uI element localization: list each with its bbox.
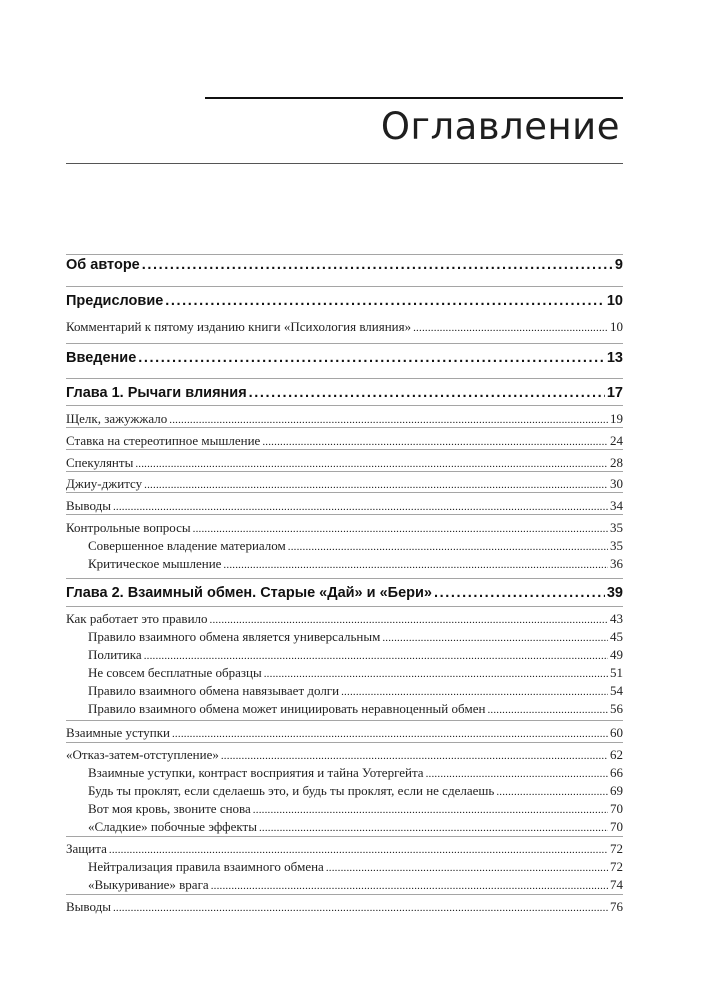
section-separator	[66, 286, 623, 287]
toc-leader-dots	[262, 433, 608, 449]
toc-entry-page: 17	[606, 385, 623, 401]
toc-entry[interactable]	[66, 433, 623, 449]
toc-leader-dots	[413, 319, 608, 335]
toc-leader-dots	[193, 520, 608, 536]
toc-entry[interactable]	[66, 476, 623, 492]
toc-entry-page: 10	[610, 319, 623, 334]
toc-entry-page: 56	[610, 701, 623, 716]
toc-entry-label: Правило взаимного обмена навязывает долги	[88, 683, 340, 698]
toc-entry-label: Правило взаимного обмена может инициировать неравноценный обмен	[88, 701, 486, 716]
toc-entry[interactable]	[66, 585, 623, 601]
toc-entry[interactable]	[66, 293, 623, 309]
toc-entry-label: Нейтрализация правила взаимного обмена	[88, 859, 324, 874]
toc-leader-dots	[142, 257, 613, 273]
section-separator	[66, 836, 623, 837]
toc-entry-label: Спекулянты	[66, 455, 134, 470]
toc-entry-page: 39	[606, 585, 623, 601]
toc-entry[interactable]	[88, 556, 623, 572]
toc-entry[interactable]	[66, 611, 623, 627]
toc-entry-label: Об авторе	[66, 257, 140, 273]
section-separator	[66, 894, 623, 895]
toc-entry-page: 35	[610, 520, 623, 535]
toc-entry-page: 54	[610, 683, 623, 698]
toc-entry[interactable]	[88, 859, 623, 875]
toc-entry-label: Защита	[66, 841, 107, 856]
toc-leader-dots	[434, 585, 605, 601]
toc-entry-label: Глава 2. Взаимный обмен. Старые «Дай» и «Бери»	[66, 585, 432, 601]
toc-entry-page: 45	[610, 629, 623, 644]
section-separator	[66, 492, 623, 493]
toc-leader-dots	[326, 859, 608, 875]
toc-entry-page: 9	[614, 257, 623, 273]
toc-entry[interactable]	[88, 647, 623, 663]
page-title: Оглавление	[380, 105, 620, 148]
toc-entry-page: 72	[610, 859, 623, 874]
toc-entry[interactable]	[66, 455, 623, 471]
toc-leader-dots	[172, 725, 608, 741]
toc-entry-label: Введение	[66, 350, 137, 366]
section-separator	[66, 378, 623, 379]
toc-entry-page: 72	[610, 841, 623, 856]
toc-entry-label: Взаимные уступки	[66, 725, 170, 740]
toc-leader-dots	[223, 556, 608, 572]
toc-entry[interactable]	[88, 765, 623, 781]
toc-entry-label: «Сладкие» побочные эффекты	[88, 819, 257, 834]
toc-entry[interactable]	[88, 783, 623, 799]
section-separator	[66, 254, 623, 255]
section-separator	[66, 606, 623, 607]
toc-entry-page: 30	[610, 476, 623, 491]
toc-entry[interactable]	[88, 877, 623, 893]
toc-entry[interactable]	[66, 498, 623, 514]
toc-leader-dots	[341, 683, 608, 699]
toc-entry-page: 66	[610, 765, 623, 780]
toc-entry-label: «Выкуривание» врага	[88, 877, 209, 892]
toc-entry-label: Комментарий к пятому изданию книги «Психология влияния»	[66, 319, 412, 334]
toc-leader-dots	[487, 701, 608, 717]
toc-leader-dots	[113, 899, 608, 915]
toc-entry-label: Контрольные вопросы	[66, 520, 191, 535]
toc-entry-label: Критическое мышление	[88, 556, 222, 571]
toc-leader-dots	[253, 801, 608, 817]
toc-entry[interactable]	[88, 629, 623, 645]
toc-leader-dots	[259, 819, 608, 835]
toc-entry-page: 24	[610, 433, 623, 448]
section-separator	[66, 449, 623, 450]
toc-leader-dots	[382, 629, 608, 645]
toc-leader-dots	[211, 877, 608, 893]
toc-entry[interactable]	[88, 801, 623, 817]
toc-entry[interactable]	[66, 899, 623, 915]
toc-leader-dots	[210, 611, 608, 627]
toc-entry-label: Выводы	[66, 899, 111, 914]
toc-entry[interactable]	[66, 411, 623, 427]
toc-entry-page: 60	[610, 725, 623, 740]
section-separator	[66, 405, 623, 406]
toc-entry-page: 49	[610, 647, 623, 662]
toc-leader-dots	[288, 538, 608, 554]
toc-leader-dots	[113, 498, 608, 514]
toc-entry[interactable]	[88, 683, 623, 699]
toc-entry[interactable]	[66, 257, 623, 273]
toc-entry[interactable]	[88, 819, 623, 835]
toc-leader-dots	[169, 411, 608, 427]
toc-entry[interactable]	[66, 725, 623, 741]
toc-entry[interactable]	[88, 538, 623, 554]
toc-entry-label: Щелк, зажужжало	[66, 411, 168, 426]
toc-entry-page: 19	[610, 411, 623, 426]
section-separator	[66, 427, 623, 428]
toc-entry[interactable]	[66, 747, 623, 763]
toc-entry-page: 28	[610, 455, 623, 470]
toc-leader-dots	[144, 647, 608, 663]
toc-leader-dots	[264, 665, 608, 681]
section-separator	[66, 514, 623, 515]
toc-entry-page: 34	[610, 498, 623, 513]
toc-entry-page: 43	[610, 611, 623, 626]
section-separator	[66, 720, 623, 721]
toc-entry[interactable]	[66, 319, 623, 335]
toc-entry-page: 51	[610, 665, 623, 680]
toc-entry-label: Не совсем бесплатные образцы	[88, 665, 262, 680]
toc-entry[interactable]	[88, 701, 623, 717]
toc-entry-label: Политика	[88, 647, 142, 662]
toc-entry-label: Ставка на стереотипное мышление	[66, 433, 261, 448]
toc-entry-label: Вот моя кровь, звоните снова	[88, 801, 251, 816]
section-separator	[66, 471, 623, 472]
section-separator	[66, 742, 623, 743]
toc-entry-label: «Отказ-затем-отступление»	[66, 747, 219, 762]
toc-leader-dots	[496, 783, 608, 799]
toc-leader-dots	[426, 765, 608, 781]
toc-leader-dots	[135, 455, 608, 471]
toc-entry-page: 36	[610, 556, 623, 571]
toc-entry-label: Будь ты проклят, если сделаешь это, и будь ты проклят, если не сделаешь	[88, 783, 495, 798]
toc-entry-label: Совершенное владение материалом	[88, 538, 286, 553]
toc-leader-dots	[109, 841, 608, 857]
toc-entry-page: 74	[610, 877, 623, 892]
toc-leader-dots	[221, 747, 608, 763]
toc-leader-dots	[138, 350, 605, 366]
toc-leader-dots	[249, 385, 605, 401]
section-separator	[66, 578, 623, 579]
toc-entry-label: Предисловие	[66, 293, 164, 309]
toc-entry[interactable]	[66, 350, 623, 366]
toc-entry-label: Правило взаимного обмена является универсальным	[88, 629, 381, 644]
toc-entry-label: Выводы	[66, 498, 111, 513]
toc-entry-label: Глава 1. Рычаги влияния	[66, 385, 247, 401]
toc-entry[interactable]	[66, 841, 623, 857]
toc-entry-label: Взаимные уступки, контраст восприятия и тайна Уотергейта	[88, 765, 424, 780]
toc-entry-label: Джиу-джитсу	[66, 476, 143, 491]
toc-entry-page: 62	[610, 747, 623, 762]
toc-entry[interactable]	[66, 385, 623, 401]
toc-leader-dots	[144, 476, 608, 492]
toc-entry-page: 35	[610, 538, 623, 553]
toc-entry-page: 70	[610, 801, 623, 816]
toc-entry[interactable]	[88, 665, 623, 681]
toc-entry-label: Как работает это правило	[66, 611, 208, 626]
toc-entry-page: 10	[606, 293, 623, 309]
toc-entry-page: 69	[610, 783, 623, 798]
toc-entry[interactable]	[66, 520, 623, 536]
toc-entry-page: 13	[606, 350, 623, 366]
toc-entry-page: 76	[610, 899, 623, 914]
toc-entry-page: 70	[610, 819, 623, 834]
section-separator	[66, 343, 623, 344]
toc-leader-dots	[165, 293, 605, 309]
